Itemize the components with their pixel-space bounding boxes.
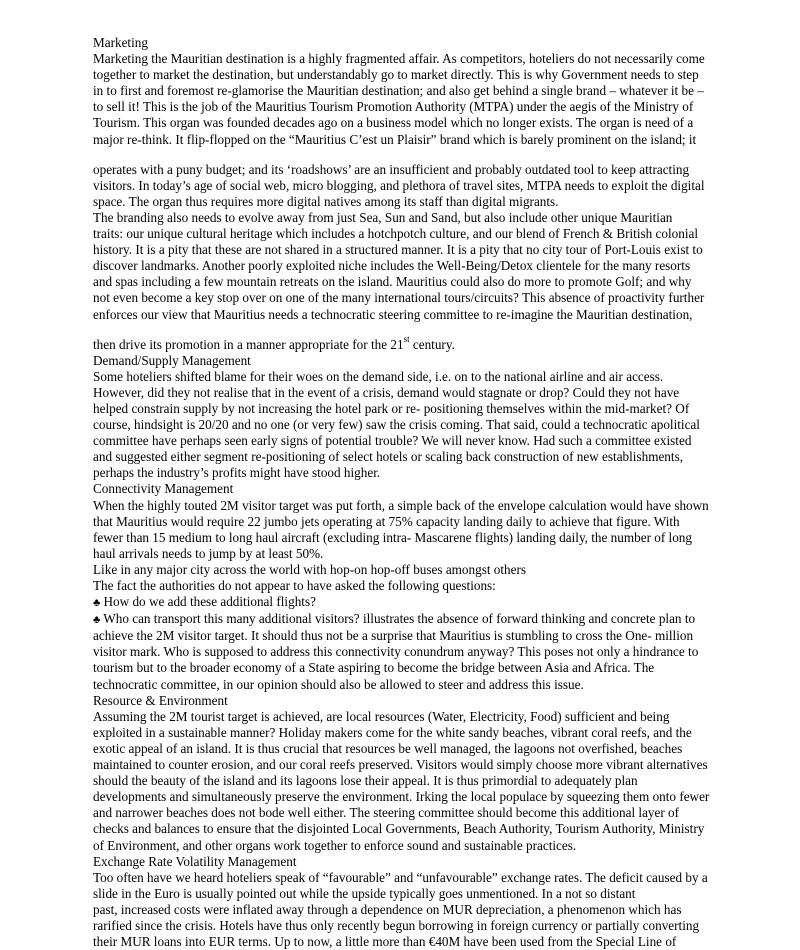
text-span: technocratic committee, in our opinion should also be allowed to steer and address this issue. (93, 676, 584, 692)
text-span: their MUR loans into EUR terms. Up to now, a little more than €40M have been used from the Special Line of (93, 934, 677, 950)
text-line (93, 385, 713, 401)
text-line (93, 258, 713, 274)
text-span: operates with a puny budget; and its ‘roadshows’ are an insufficient and probably outdated tool to keep attracting (93, 161, 690, 177)
club-bullet-icon: ♣ (93, 614, 101, 627)
text-span: not even become a key stop over on one of the many international tours/circuits? This absence of proactivity further (93, 290, 705, 306)
text-span: Like in any major city across the world with hop-on hop-off buses amongst others (93, 561, 527, 577)
text-line (93, 725, 713, 741)
text-span: Connectivity Management (93, 481, 234, 497)
text-line (93, 369, 713, 385)
club-bullet-icon: ♣ (93, 597, 101, 610)
section-heading (93, 854, 713, 870)
text-span: and spas including a few mountain retreats on the island. Mauritius could also do more to promote Golf; and why (93, 274, 692, 290)
text-line (93, 353, 713, 369)
text-line (93, 333, 713, 353)
text-span: Marketing (93, 35, 148, 50)
text-span: achieve the 2M visitor target. It should thus not be a surprise that Mauritius is stumbling to cross the One- million (93, 628, 694, 644)
text-span: Assuming the 2M tourist target is achieved, are local resources (Water, Electricity, Food) sufficient and being (93, 708, 670, 724)
text-line (93, 918, 713, 934)
text-line (93, 67, 713, 83)
text-span: tourism but to the broader economy of a State aspiring to become the bridge between Asia and Africa. The (93, 660, 655, 676)
text-line (93, 417, 713, 433)
text-line (93, 132, 713, 148)
text-span: Marketing the Mauritian destination is a highly fragmented affair. As competitors, hoteliers do not necessarily come (93, 51, 705, 67)
text-span: exploited in a sustainable manner? Holiday makers come for the white sandy beaches, vibrant coral reefs, and the (93, 724, 692, 740)
text-span: in to first and foremost re-glamorise the Mauritian destination; and also get behind a single brand – whatever it be – (93, 83, 704, 99)
text-span: visitor mark. Who is supposed to address this connectivity conundrum anyway? This poses not only a hindrance to (93, 644, 699, 660)
text-span: fewer than 15 medium to long haul aircraft (excluding intra- Mascarene flights) landing daily, the number of long (93, 529, 692, 545)
text-span: The branding also needs to evolve away from just Sea, Sun and Sand, but also include other unique Mauritian (93, 209, 673, 225)
text-span: Tourism. This organ was founded decades ago on a business model which no longer exists. The organ is need of a (93, 115, 694, 131)
text-span: course, hindsight is 20/20 and no one (or very few) saw the crisis coming. That said, could a technocratic apolitical (93, 417, 700, 433)
text-line (93, 99, 713, 115)
bullet-item (93, 611, 713, 692)
text-span: haul arrivals needs to jump by at least 50%. (93, 545, 324, 561)
text-span: Exchange Rate Volatility Management (93, 853, 297, 869)
text-line (93, 693, 713, 709)
paragraph (93, 162, 713, 323)
text-line (93, 514, 713, 530)
text-span: and suggested either segment re-positioning of select hotels or scaling back construction of new establishments, (93, 449, 683, 465)
text-span: perhaps the industry’s profits might have stood higher. (93, 465, 381, 481)
text-span: together to market the destination, but understandably go to market directly. This is why Government needs to step (93, 67, 699, 83)
text-line (93, 578, 713, 594)
text-line (93, 210, 713, 226)
text-line (93, 83, 713, 99)
text-span: developments and simultaneously preserve the environment. Irking the local populace by squeezing them onto fewer (93, 789, 710, 805)
paragraph (93, 369, 713, 482)
section-heading (93, 353, 713, 369)
paragraph (93, 870, 713, 950)
text-line (93, 465, 713, 481)
text-line (93, 562, 713, 578)
text-span: major re-think. It flip-flopped on the “Mauritius C’est un Plaisir” brand which is barely prominent on the island; it (93, 131, 697, 147)
text-span: How do we add these additional flights? (103, 594, 316, 610)
text-line (93, 51, 713, 67)
text-line (93, 805, 713, 821)
text-line (93, 644, 713, 660)
text-span: Some hoteliers shifted blame for their woes on the demand side, i.e. on to the national airline and air access. (93, 368, 664, 384)
text-line (93, 290, 713, 306)
text-span: Too often have we heard hoteliers speak of “favourable” and “unfavourable” exchange rates. The deficit caused by a (93, 869, 708, 885)
superscript: st (403, 333, 410, 344)
text-span: However, did they not realise that in the event of a crisis, demand would stagnate or drop? Could they not have (93, 384, 680, 400)
text-line (93, 709, 713, 725)
text-span: slide in the Euro is usually pointed out while the upside typically goes unmentioned. In a not so distant (93, 885, 636, 901)
document-page (93, 35, 713, 950)
section-heading (93, 35, 713, 51)
text-span: space. The organ thus requires more digital natives among its staff than digital migrants. (93, 193, 559, 209)
text-line (93, 401, 713, 417)
text-line (93, 821, 713, 837)
text-line (93, 274, 713, 290)
text-line (93, 789, 713, 805)
text-span: Demand/Supply Management (93, 352, 251, 368)
text-span: traits: our unique cultural heritage which includes a hotchpotch culture, and our blend of French & British colonial (93, 226, 698, 242)
paragraph (93, 51, 713, 148)
text-line (93, 741, 713, 757)
text-span: then drive its promotion in a manner appropriate for the 21 (93, 336, 404, 352)
text-line (93, 660, 713, 676)
text-span: Resource & Environment (93, 692, 228, 708)
text-span: that Mauritius would require 22 jumbo jets operating at 75% capacity landing daily to achieve that figure. With (93, 513, 680, 529)
text-span: maintained to counter erosion, and our coral reefs preserved. Visitors would simply choose more vibrant alternatives (93, 757, 708, 773)
text-line (93, 530, 713, 546)
text-line (93, 162, 713, 178)
text-span: checks and balances to ensure that the disjointed Local Governments, Beach Authority, Tourism Authority, Ministry (93, 821, 705, 837)
text-line (93, 886, 713, 902)
section-heading (93, 481, 713, 497)
text-line (93, 307, 713, 323)
section-heading (93, 693, 713, 709)
text-span: visitors. In today’s age of social web, micro blogging, and plethora of travel sites, MTPA needs to exploit the digital (93, 177, 705, 193)
text-span: and narrower beaches does not bode well either. The steering committee should become this additional layer of (93, 805, 680, 821)
text-span: committee have perhaps seen early signs of potential trouble? We will never know. Had such a committee existed (93, 433, 692, 449)
text-span: discover landmarks. Another poorly exploited niche includes the Well-Being/Detox clientele for the many resorts (93, 258, 691, 274)
text-span: enforces our view that Mauritius needs a technocratic steering committee to re-imagine the Mauritian destination, (93, 306, 693, 322)
text-line (93, 677, 713, 693)
text-line (93, 242, 713, 258)
paragraph (93, 498, 713, 595)
text-line (93, 628, 713, 644)
text-line (93, 433, 713, 449)
text-span: century. (409, 336, 455, 352)
text-line (93, 611, 713, 628)
text-line (93, 546, 713, 562)
text-span: history. It is a pity that these are not shared in a structured manner. It is a pity that no city tour of Port-Louis exist to (93, 242, 703, 258)
paragraph (93, 709, 713, 854)
text-line (93, 854, 713, 870)
text-line (93, 226, 713, 242)
text-span: of Environment, and other organs work together to enforce sound and sustainable practices. (93, 837, 577, 853)
bullet-item (93, 594, 713, 611)
text-span: Who can transport this many additional visitors? illustrates the absence of forward thinking and concrete plan to (103, 611, 696, 627)
text-span: exotic appeal of an island. It is thus crucial that resources be well managed, the lagoons not overfished, beaches (93, 740, 683, 756)
text-span: past, increased costs were inflated away through a dependence on MUR depreciation, a phenomenon which has (93, 901, 682, 917)
text-line (93, 870, 713, 886)
text-line (93, 498, 713, 514)
text-span: to sell it! This is the job of the Mauritius Tourism Promotion Authority (MTPA) under the aegis of the Ministry of (93, 99, 694, 115)
text-line (93, 194, 713, 210)
text-line (93, 902, 713, 918)
text-line (93, 481, 713, 497)
text-line (93, 594, 713, 611)
text-line (93, 115, 713, 131)
text-span: The fact the authorities do not appear to have asked the following questions: (93, 578, 496, 593)
text-span: helped constrain supply by not increasing the hotel park or re- positioning themselves within the mid-market? Of (93, 400, 690, 416)
text-line (93, 35, 713, 51)
text-line (93, 773, 713, 789)
spacer (93, 148, 713, 162)
text-span: When the highly touted 2M visitor target was put forth, a simple back of the envelope calculation would have shown (93, 497, 709, 513)
text-line (93, 178, 713, 194)
text-span: should the beauty of the island and its lagoons lose their appeal. It is thus primordial to adequately plan (93, 773, 638, 789)
text-line (93, 449, 713, 465)
text-line (93, 838, 713, 854)
text-line (93, 934, 713, 950)
text-line (93, 757, 713, 773)
text-span: rarified since the crisis. Hotels have thus only recently begun borrowing in foreign currency or partially converting (93, 917, 700, 933)
